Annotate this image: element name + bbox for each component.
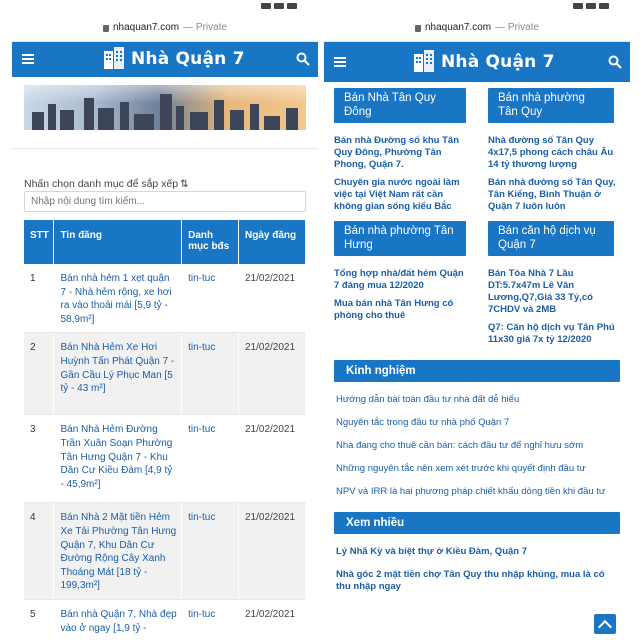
article-link[interactable]: Hướng dẫn bài toán đầu tư nhà đất dễ hiểu — [336, 394, 520, 405]
right-screenshot — [324, 0, 630, 640]
status-icons — [258, 0, 304, 4]
block-tan-hung — [334, 221, 466, 346]
block-tan-quy — [488, 88, 620, 213]
site-header — [324, 42, 630, 82]
menu-icon[interactable] — [334, 57, 346, 67]
search-icon[interactable] — [608, 55, 622, 69]
kinh-nghiem-section — [334, 360, 620, 498]
building-logo-icon — [412, 50, 436, 74]
row-stt: 4 — [24, 503, 54, 600]
section-heading[interactable]: Kinh nghiệm — [334, 360, 620, 382]
section-heading[interactable]: Xem nhiều — [334, 512, 620, 534]
sort-label: Nhấn chọn danh mục để sắp xếp ⇅ — [24, 178, 189, 190]
news-link[interactable]: Bán nhà đường số Tân Quy, Tân Kiểng, Bình Thuận ở Quận 7 luôn luôn — [488, 177, 616, 212]
listing-link[interactable]: Bán Nhà Hẻm Xe Hơi Huỳnh Tấn Phát Quận 7 - Gần Cầu Lý Phục Man [5 tỷ - 43 m²] — [60, 342, 175, 395]
table-row — [24, 599, 306, 640]
news-link[interactable]: Bán Tòa Nhà 7 Lầu DT:5.7x47m Lê Văn Lương,Q7,Giá 33 Tỷ,có 7CHDV và 2MB — [488, 268, 593, 315]
row-stt: 3 — [24, 415, 54, 503]
listing-table — [24, 220, 306, 640]
row-stt: 1 — [24, 264, 54, 333]
row-stt: 5 — [24, 599, 54, 640]
block-tan-quy-dong — [334, 88, 466, 213]
column-header-date[interactable]: Ngày đăng — [239, 220, 306, 264]
article-link[interactable]: NPV và IRR là hai phương pháp chiết khấu dòng tiền khi đầu tư — [336, 486, 606, 497]
listing-link[interactable]: Bán nhà hẻm 1 xẹt quận 7 - Nhà hẻm rộng, xe hơi ra vào thoải mái [5,9 tỷ - 58,9m²] — [60, 273, 172, 325]
row-stt: 2 — [24, 333, 54, 415]
row-title — [54, 415, 182, 503]
news-link[interactable]: Bán nhà Đường số khu Tân Quy Đông, Phường Tân Phong, Quận 7. — [334, 135, 459, 170]
row-date: 21/02/2021 — [239, 333, 306, 415]
private-label: — Private — [183, 22, 228, 33]
lock-icon — [103, 25, 109, 32]
category-heading[interactable]: Bán căn hộ dịch vụ Quận 7 — [488, 221, 614, 256]
site-logo[interactable] — [412, 50, 555, 74]
news-link[interactable]: Chuyên gia nước ngoài làm việc tại Việt Nam rất cần không gian sống kiểu Bắc — [334, 177, 460, 212]
status-icons — [570, 0, 616, 4]
private-label: — Private — [495, 22, 540, 33]
row-title — [54, 503, 182, 600]
row-category[interactable]: tin-tuc — [182, 503, 239, 600]
article-link[interactable]: Lý Nhã Kỳ và biệt thự ở Kiều Đàm, Quận 7 — [336, 546, 528, 557]
table-header-row — [24, 220, 306, 264]
listing-link[interactable]: Bán Nhà Hẻm Đường Trần Xuân Soạn Phường Tân Hưng Quận 7 - Khu Dân Cư Kiều Đàm [4,9 tỷ - 45,9m²] — [60, 424, 173, 490]
city-skyline-banner — [24, 85, 306, 130]
site-header — [12, 42, 318, 77]
row-date: 21/02/2021 — [239, 599, 306, 640]
url-text: nhaquan7.com — [112, 22, 180, 33]
table-search-input[interactable] — [24, 191, 306, 212]
article-link[interactable]: Những nguyên tắc nên xem xét trước khi quyết định đầu tư — [336, 463, 586, 474]
news-link[interactable]: Nhà đường số Tân Quy 4x17,5 phong cách châu Âu 14 tỷ thương lượng — [488, 135, 614, 170]
xem-nhieu-section — [334, 512, 620, 593]
brand-name: Nhà Quận 7 — [441, 52, 555, 72]
row-title — [54, 264, 182, 333]
site-logo[interactable] — [102, 47, 245, 71]
row-category[interactable]: tin-tuc — [182, 333, 239, 415]
banner-area — [12, 77, 318, 149]
table-row — [24, 503, 306, 600]
back-to-top-button[interactable] — [594, 614, 616, 634]
row-category[interactable]: tin-tuc — [182, 264, 239, 333]
listing-link[interactable]: Bán nhà Quận 7, Nhà đẹp vào ở ngay [1,9 tỷ - — [60, 608, 177, 634]
column-header-title[interactable]: Tin đăng — [54, 220, 182, 264]
column-header-stt[interactable]: STT — [24, 220, 54, 264]
left-screenshot — [12, 0, 318, 640]
row-date: 21/02/2021 — [239, 415, 306, 503]
news-link[interactable]: Q7: Căn hộ dịch vụ Tân Phú 11x30 giá 7x tỷ 12/2020 — [488, 322, 615, 345]
news-link[interactable]: Tổng hợp nhà/đất hẻm Quận 7 đáng mua 12/2020 — [334, 268, 464, 291]
category-heading[interactable]: Bán nhà phường Tân Quy — [488, 88, 614, 123]
sort-icon[interactable]: ⇅ — [180, 179, 189, 190]
address-bar[interactable] — [324, 14, 630, 42]
address-bar[interactable] — [12, 14, 318, 42]
status-bar — [12, 0, 318, 14]
column-header-category[interactable]: Danh mục bđs — [182, 220, 239, 264]
row-date: 21/02/2021 — [239, 503, 306, 600]
row-title — [54, 333, 182, 415]
table-row — [24, 333, 306, 415]
article-link[interactable]: Nhà góc 2 mặt tiền chợ Tân Quy thu nhập khủng, mua là có thu nhập ngay — [336, 569, 605, 592]
row-title — [54, 599, 182, 640]
block-can-ho-dich-vu — [488, 221, 620, 346]
row-category[interactable]: tin-tuc — [182, 415, 239, 503]
row-category[interactable]: tin-tuc — [182, 599, 239, 640]
brand-name: Nhà Quận 7 — [131, 49, 245, 69]
table-row — [24, 264, 306, 333]
article-link[interactable]: Nguyên tắc trong đầu tư nhà phố Quận 7 — [336, 417, 510, 428]
status-bar — [324, 0, 630, 14]
url-text: nhaquan7.com — [424, 22, 492, 33]
news-link[interactable]: Mua bán nhà Tân Hưng có phòng cho thuê — [334, 298, 454, 321]
category-heading[interactable]: Bán nhà phường Tân Hưng — [334, 221, 466, 256]
row-date: 21/02/2021 — [239, 264, 306, 333]
menu-icon[interactable] — [22, 54, 34, 64]
listing-link[interactable]: Bán Nhà 2 Mặt tiền Hẻm Xe Tải Phường Tân Hưng Quận 7, Khu Dân Cư Đường Rộng Cây Xanh Thoáng Mát [18 tỷ - 199,3m²] — [60, 512, 177, 592]
article-link[interactable]: Nhà đang cho thuê cần bán: cách đầu tư để nghỉ hưu sớm — [336, 440, 584, 451]
category-blocks — [324, 82, 630, 593]
lock-icon — [415, 25, 421, 32]
table-row — [24, 415, 306, 503]
building-logo-icon — [102, 47, 126, 71]
category-heading[interactable]: Bán Nhà Tân Quy Đông — [334, 88, 466, 123]
search-icon[interactable] — [296, 52, 310, 66]
